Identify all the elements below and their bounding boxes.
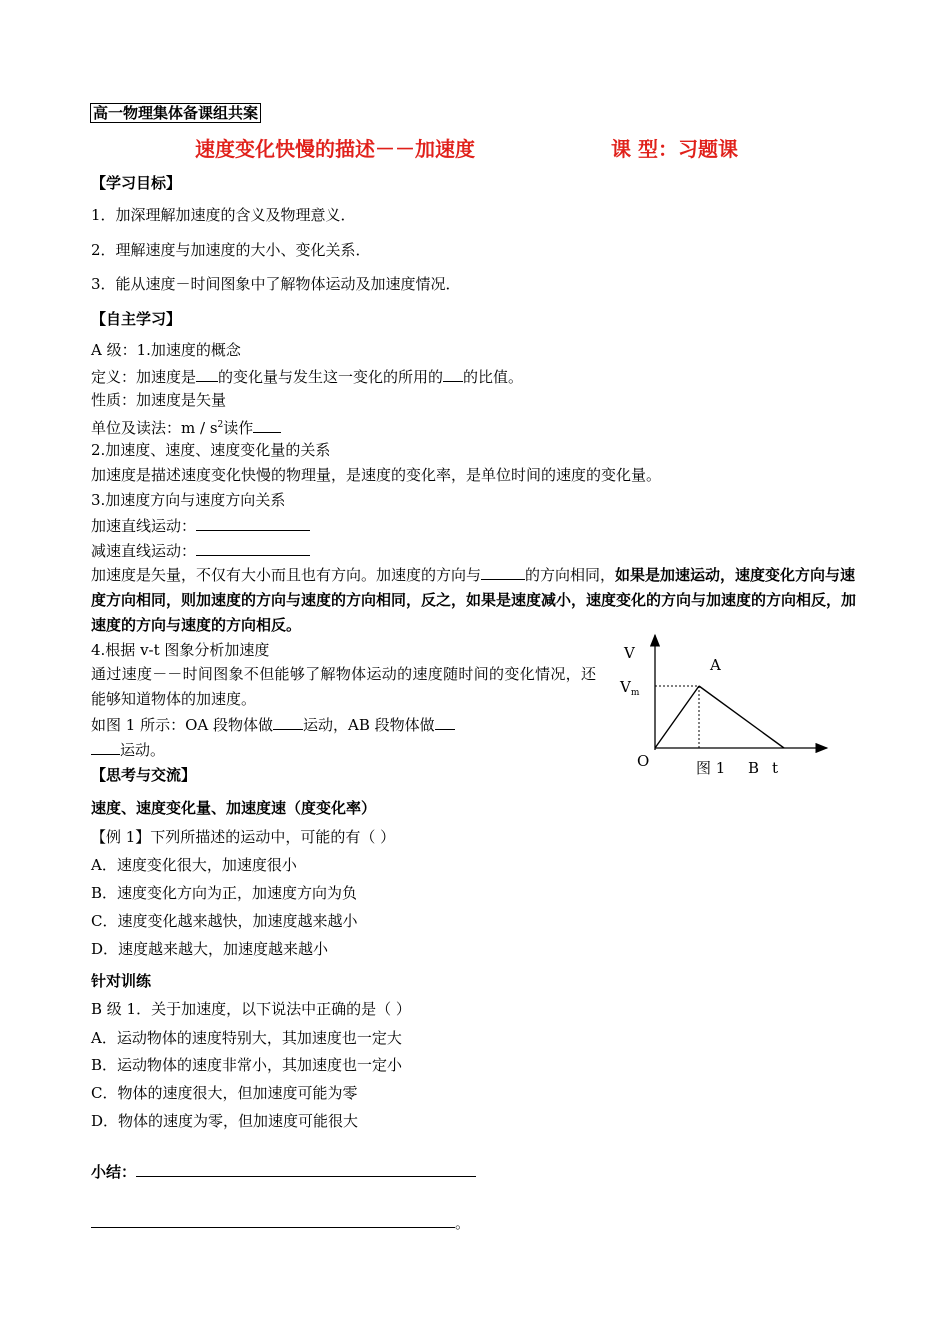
summary-end: 。 (455, 1214, 471, 1232)
figure-question-line2 (91, 739, 165, 760)
t-axis-label: t (772, 759, 779, 777)
self-study-heading: 【自主学习】 (91, 310, 182, 328)
a-level-line: A 级：1.加速度的概念 (91, 341, 241, 359)
figure-question-part: 如图 1 所示：OA 段物体做 (91, 716, 273, 734)
definition-blank-1[interactable] (196, 366, 218, 382)
accel-line (91, 515, 310, 536)
definition-blank-2[interactable] (443, 366, 463, 382)
example-option: B．速度变化方向为正，加速度方向为负 (91, 884, 358, 902)
objective-item: 2．理解速度与加速度的大小、变化关系． (91, 241, 371, 259)
example-option: C．速度变化越来越快，加速度越来越小 (91, 912, 358, 930)
ab-blank-part1[interactable] (435, 714, 455, 730)
direction-blank[interactable] (481, 564, 525, 580)
point-a-label: A (710, 656, 721, 674)
definition-part: 定义：加速度是 (91, 368, 197, 386)
vm-label (619, 678, 640, 698)
relation-text: 加速度是描述速度变化快慢的物理量，是速度的变化率，是单位时间的速度的变化量。 (91, 466, 662, 484)
direction-text: 的方向相同， (525, 566, 616, 584)
example-option: A．速度变化很大，加速度很小 (91, 856, 297, 874)
vt-heading: 4.根据 v-t 图象分析加速度 (91, 641, 270, 659)
training-question: B 级 1．关于加速度，以下说法中正确的是（ ） (91, 1000, 411, 1018)
segment-ab (699, 686, 784, 748)
page-title: 速度变化快慢的描述－－加速度 (195, 137, 475, 161)
origin-label: O (637, 752, 650, 770)
summary-line-2 (91, 1212, 470, 1233)
definition-line (91, 366, 523, 387)
definition-part: 的变化量与发生这一变化的所用的 (218, 368, 444, 386)
nature-line: 性质：加速度是矢量 (91, 391, 227, 409)
oa-blank[interactable] (273, 714, 303, 730)
discussion-subheading: 速度、速度变化量、加速度速（度变化率） (91, 799, 377, 817)
point-b-label: B (748, 759, 760, 777)
definition-part: 的比值。 (463, 368, 524, 386)
relation-heading: 2.加速度、速度、速度变化量的关系 (91, 441, 331, 459)
direction-heading: 3.加速度方向与速度方向关系 (91, 491, 286, 509)
training-heading: 针对训练 (91, 972, 152, 990)
objectives-heading: 【学习目标】 (91, 174, 182, 192)
discussion-heading: 【思考与交流】 (91, 766, 197, 784)
group-header (90, 103, 261, 123)
figure-question-part: 运动。 (120, 741, 166, 759)
figure-question-part: 运动，AB 段物体做 (302, 716, 435, 734)
vm-letter: V (620, 678, 631, 696)
decel-blank[interactable] (196, 540, 310, 556)
decel-line (91, 540, 310, 561)
training-option: C．物体的速度很大，但加速度可能为零 (91, 1084, 358, 1102)
vt-text: 通过速度－－时间图象不但能够了解物体运动的速度随时间的变化情况，还能够知道物体的加速度。 (91, 665, 596, 708)
v-axis-label: V (624, 644, 635, 662)
direction-paragraph (91, 563, 861, 638)
group-header-label: 高一物理集体备课组共案 (90, 103, 261, 123)
unit-line (91, 415, 281, 438)
unit-superscript: 2 (217, 420, 224, 430)
summary-blank-2[interactable] (91, 1212, 455, 1228)
lesson-type: 课 型：习题课 (611, 137, 738, 161)
vm-subscript: m (630, 688, 640, 698)
summary-line (91, 1161, 476, 1182)
vt-graph (612, 630, 842, 790)
decel-label: 减速直线运动： (91, 542, 197, 560)
objective-item: 3．能从速度－时间图象中了解物体运动及加速度情况． (91, 275, 461, 293)
training-option: D．物体的速度为零，但加速度可能很大 (91, 1112, 359, 1130)
segment-oa (655, 686, 699, 748)
unit-part: 读作 (223, 419, 254, 437)
accel-blank[interactable] (196, 515, 310, 531)
example-question: 【例 1】下列所描述的运动中，可能的有（ ） (91, 828, 396, 846)
training-option: A．运动物体的速度特别大，其加速度也一定大 (91, 1029, 402, 1047)
unit-part: 单位及读法：m / s (91, 419, 218, 437)
training-option: B．运动物体的速度非常小，其加速度也一定小 (91, 1056, 403, 1074)
ab-blank-part2[interactable] (91, 739, 120, 755)
summary-blank-1[interactable] (136, 1161, 476, 1177)
figure-caption: 图 1 (696, 759, 726, 777)
example-option: D．速度越来越大，加速度越来越小 (91, 940, 329, 958)
objective-item: 1．加深理解加速度的含义及物理意义． (91, 206, 356, 224)
accel-label: 加速直线运动： (91, 517, 197, 535)
direction-bold-text: 如果是加速运动，速度变化方向与速度方向相同，则加速度的方向与速度的方向相同，反之，如果是速度减小，速度变化的方向与加速度的方向相反，加速度的方向与速度的方向相反。 (91, 566, 857, 634)
figure-question-line1 (91, 714, 455, 735)
unit-blank[interactable] (253, 417, 281, 433)
summary-label: 小结： (91, 1163, 137, 1181)
direction-text: 加速度是矢量，不仅有大小而且也有方向。加速度的方向与 (91, 566, 482, 584)
